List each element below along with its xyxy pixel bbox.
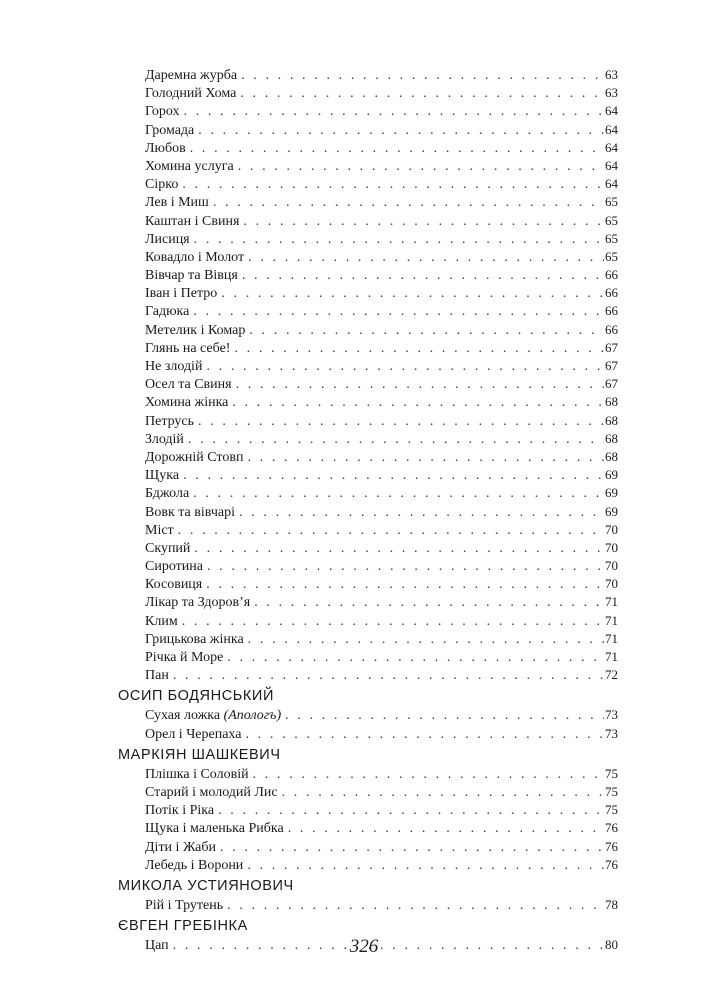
- dot-leader: [245, 726, 604, 744]
- dot-leader: [238, 158, 604, 176]
- dot-leader: [253, 766, 604, 784]
- dot-leader: [243, 213, 604, 231]
- author-heading: ЄВГЕН ГРЕБІНКА: [118, 918, 248, 935]
- entry-title-text: Осел та Свиня: [145, 377, 232, 393]
- toc-entry: [118, 357, 618, 375]
- entry-page-number: 66: [605, 285, 618, 301]
- entry-page-number: 68: [605, 412, 618, 428]
- entry-title-text: Косовиця: [145, 577, 203, 593]
- entry-title: [145, 631, 248, 649]
- toc-entry: [118, 139, 618, 157]
- dot-leader: [193, 303, 604, 321]
- entry-title-text: Ковадло і Молот: [145, 249, 245, 265]
- dot-leader: [288, 820, 604, 838]
- entry-title-text: Річка й Море: [145, 650, 224, 665]
- dot-leader: [218, 802, 604, 820]
- toc-entry: [118, 193, 618, 211]
- dot-leader: [193, 485, 604, 503]
- entry-page-number: 69: [605, 467, 618, 483]
- entry-page-number: 64: [605, 139, 618, 155]
- entry-title: [145, 358, 206, 376]
- toc-entry: [118, 819, 618, 837]
- toc-entry: [118, 466, 618, 484]
- entry-page-number: 63: [605, 85, 618, 101]
- toc-entry: [118, 375, 618, 393]
- entry-title-text: Плішка і Соловій: [145, 766, 249, 782]
- entry-page-number: 75: [605, 783, 618, 799]
- entry-title-text: Щука і маленька Рибка: [145, 821, 284, 837]
- entry-page-number: 67: [605, 376, 618, 392]
- dot-leader: [183, 467, 604, 485]
- entry-title-text: Сиротина: [145, 559, 203, 575]
- toc-entry: [118, 448, 618, 466]
- toc-entry: [118, 521, 618, 539]
- entry-title: [145, 85, 240, 103]
- entry-page-number: 65: [605, 230, 618, 246]
- entry-page-number: 66: [605, 321, 618, 337]
- entry-title: [145, 802, 218, 820]
- entry-title-text: Лебедь і Ворони: [145, 857, 244, 873]
- entry-title-text: Діти і Жаби: [145, 839, 216, 855]
- entry-title-text: Хомина услуга: [145, 158, 234, 174]
- toc-entry: [118, 612, 618, 630]
- entry-title: [145, 504, 239, 522]
- entry-title: [145, 231, 194, 249]
- entry-page-number: 69: [605, 503, 618, 519]
- dot-leader: [194, 231, 604, 249]
- entry-page-number: 71: [605, 594, 618, 610]
- toc-entry: [118, 266, 618, 284]
- entry-title-text: Даремна журба: [145, 68, 238, 83]
- entry-title: [145, 449, 247, 467]
- toc-entry: [118, 648, 618, 666]
- entry-page-number: 65: [605, 212, 618, 228]
- entry-title: [145, 613, 182, 631]
- dot-leader: [213, 194, 604, 212]
- toc-entry: [118, 175, 618, 193]
- toc-entry: [118, 783, 618, 801]
- entry-title: [145, 413, 198, 431]
- entry-page-number: 76: [605, 856, 618, 872]
- toc-entry: [118, 706, 618, 724]
- entry-title: [145, 140, 190, 158]
- entry-page-number: 64: [605, 103, 618, 119]
- entry-page-number: 75: [605, 765, 618, 781]
- toc-entry: [118, 321, 618, 339]
- entry-page-number: 67: [605, 339, 618, 355]
- toc-entry: [118, 393, 618, 411]
- entry-title: [145, 766, 253, 784]
- toc-entry: [118, 801, 618, 819]
- entry-title-text: Рій і Трутень: [145, 897, 224, 913]
- entry-title: [145, 340, 234, 358]
- dot-leader: [242, 267, 604, 285]
- entry-title: [145, 176, 182, 194]
- page-number: 326: [349, 936, 379, 957]
- entry-title: [145, 158, 238, 176]
- entry-title: [145, 213, 243, 231]
- entry-page-number: 65: [605, 194, 618, 210]
- dot-leader: [194, 540, 604, 558]
- entry-title-text: Громада: [145, 122, 195, 138]
- entry-title-text: Щука: [145, 468, 180, 484]
- toc-entry: [118, 121, 618, 139]
- author-heading: МАРКІЯН ШАШКЕВИЧ: [118, 746, 281, 763]
- entry-page-number: 73: [605, 707, 618, 723]
- entry-title: [145, 122, 198, 140]
- entry-title-text: Скупий: [145, 540, 191, 556]
- dot-leader: [188, 431, 604, 449]
- entry-page-number: 64: [605, 157, 618, 173]
- dot-leader: [178, 522, 604, 540]
- dot-leader: [173, 667, 604, 685]
- toc-entry: [118, 856, 618, 874]
- entry-page-number: 80: [605, 937, 618, 953]
- entry-title-text: Грицькова жінка: [145, 631, 244, 647]
- entry-page-number: 69: [605, 485, 618, 501]
- entry-title-text: Злодій: [145, 431, 184, 447]
- dot-leader: [247, 449, 604, 467]
- entry-page-number: 68: [605, 394, 618, 410]
- entry-title: [145, 285, 221, 303]
- toc-entry: [118, 484, 618, 502]
- entry-title-text: Іван і Петро: [145, 286, 218, 302]
- entry-title: [145, 431, 188, 449]
- dot-leader: [207, 558, 604, 576]
- entry-title: [145, 839, 220, 857]
- entry-title: [145, 322, 249, 340]
- entry-title-text: Дорожній Стовп: [145, 449, 244, 465]
- entry-page-number: 68: [605, 448, 618, 464]
- entry-title: [145, 267, 242, 285]
- entry-title: [145, 67, 241, 85]
- toc-entry: [118, 66, 618, 84]
- entry-title: [145, 394, 232, 412]
- entry-title: [145, 540, 194, 558]
- entry-title: [145, 820, 288, 838]
- entry-title-text: Гадюка: [145, 304, 190, 320]
- entry-page-number: 68: [605, 430, 618, 446]
- entry-title: [145, 667, 173, 685]
- entry-title-text: Орел і Черепаха: [145, 726, 242, 742]
- dot-leader: [239, 504, 604, 522]
- toc-entry: [118, 593, 618, 611]
- dot-leader: [227, 897, 604, 915]
- entry-title: [145, 576, 206, 594]
- toc-entry: [118, 557, 618, 575]
- entry-title: [145, 103, 184, 121]
- dot-leader: [249, 322, 604, 340]
- dot-leader: [227, 649, 604, 667]
- entry-page-number: 71: [605, 649, 618, 664]
- entry-title-text: Петрусь: [145, 413, 195, 429]
- dot-leader: [285, 707, 604, 725]
- entry-page-number: 71: [605, 612, 618, 628]
- entry-title: [145, 649, 227, 667]
- dot-leader: [282, 784, 604, 802]
- entry-page-number: 67: [605, 358, 618, 373]
- entry-title-text: Хомина жінка: [145, 395, 229, 411]
- entry-page-number: 75: [605, 802, 618, 818]
- toc-entry: [118, 725, 618, 743]
- entry-title-text: Горох: [145, 104, 180, 120]
- entry-title: [145, 522, 178, 540]
- table-of-contents: [118, 66, 618, 954]
- entry-page-number: 70: [605, 521, 618, 537]
- entry-title-text: Метелик і Комар: [145, 322, 246, 338]
- entry-page-number: 76: [605, 838, 618, 854]
- toc-entry: [118, 302, 618, 320]
- entry-title: [145, 594, 254, 612]
- dot-leader: [206, 576, 604, 594]
- entry-page-number: 70: [605, 539, 618, 555]
- entry-title: [145, 249, 248, 267]
- entry-title-text: Лікар та Здоров’я: [145, 595, 251, 611]
- toc-entry: [118, 503, 618, 521]
- entry-title: [145, 726, 245, 744]
- dot-leader: [184, 103, 604, 121]
- toc-entry: [118, 838, 618, 856]
- dot-leader: [206, 358, 604, 376]
- toc-entry: [118, 230, 618, 248]
- dot-leader: [232, 394, 604, 412]
- entry-title-text: Пан: [145, 668, 169, 684]
- entry-title: [145, 784, 282, 802]
- entry-page-number: 63: [605, 67, 618, 82]
- toc-entry: [118, 284, 618, 302]
- dot-leader: [198, 413, 604, 431]
- entry-title-text: Лисиця: [145, 231, 190, 247]
- entry-title: [145, 897, 227, 915]
- entry-title-text: Каштан і Свиня: [145, 213, 240, 229]
- entry-title: [145, 857, 247, 875]
- entry-title-text: Голодний Хома: [145, 86, 237, 102]
- entry-page-number: 65: [605, 248, 618, 264]
- toc-entry: [118, 765, 618, 783]
- entry-title: [145, 485, 193, 503]
- entry-title-text: Сірко: [145, 177, 179, 193]
- entry-title-text: Міст: [145, 522, 174, 538]
- dot-leader: [221, 285, 604, 303]
- toc-entry: [118, 896, 618, 914]
- entry-title-text: Клим: [145, 613, 178, 629]
- entry-page-number: 71: [605, 630, 618, 646]
- toc-entry: [118, 157, 618, 175]
- entry-page-number: 76: [605, 820, 618, 836]
- entry-title-text: Глянь на себе!: [145, 340, 231, 356]
- dot-leader: [198, 122, 604, 140]
- entry-title-text: Сухая ложка: [145, 708, 221, 724]
- entry-page-number: 70: [605, 558, 618, 574]
- entry-page-number: 64: [605, 121, 618, 137]
- dot-leader: [240, 85, 604, 103]
- entry-title-text: Вівчар та Вівця: [145, 268, 238, 284]
- dot-leader: [248, 631, 604, 649]
- dot-leader: [241, 67, 604, 85]
- entry-note: (Апологъ): [223, 708, 282, 724]
- dot-leader: [182, 176, 604, 194]
- toc-entry: [118, 666, 618, 684]
- entry-title: [145, 467, 183, 485]
- entry-title: [145, 558, 207, 576]
- toc-entry: [118, 248, 618, 266]
- dot-leader: [254, 594, 604, 612]
- entry-title-text: Старий і молодий Лис: [145, 784, 278, 800]
- toc-entry: [118, 102, 618, 120]
- dot-leader: [190, 140, 604, 158]
- entry-title-text: Вовк та вівчарі: [145, 504, 235, 520]
- entry-page-number: 70: [605, 576, 618, 592]
- dot-leader: [248, 249, 604, 267]
- dot-leader: [247, 857, 604, 875]
- entry-page-number: 66: [605, 267, 618, 283]
- toc-entry: [118, 212, 618, 230]
- entry-page-number: 66: [605, 303, 618, 319]
- entry-page-number: 78: [605, 896, 618, 912]
- entry-page-number: 64: [605, 176, 618, 192]
- entry-title: [145, 376, 236, 394]
- entry-title-text: Не злодій: [145, 359, 203, 374]
- entry-page-number: 73: [605, 725, 618, 741]
- entry-title-text: Цап: [145, 938, 169, 954]
- dot-leader: [234, 340, 604, 358]
- author-heading: МИКОЛА УСТИЯНОВИЧ: [118, 877, 294, 894]
- entry-title: [145, 194, 213, 212]
- toc-entry: [118, 339, 618, 357]
- dot-leader: [182, 613, 604, 631]
- toc-entry: [118, 430, 618, 448]
- toc-entry: [118, 630, 618, 648]
- entry-title-text: Лев і Миш: [145, 195, 209, 211]
- toc-entry: [118, 412, 618, 430]
- toc-entry: [118, 84, 618, 102]
- entry-title: [145, 707, 285, 725]
- entry-title-text: Любов: [145, 140, 186, 156]
- entry-title: [145, 303, 193, 321]
- dot-leader: [236, 376, 604, 394]
- toc-entry: [118, 539, 618, 557]
- entry-page-number: 72: [605, 667, 618, 683]
- entry-title-text: Потік і Ріка: [145, 803, 215, 819]
- author-heading: ОСИП БОДЯНСЬКИЙ: [118, 688, 274, 705]
- dot-leader: [220, 839, 604, 857]
- toc-entry: [118, 575, 618, 593]
- entry-title-text: Бджола: [145, 486, 190, 502]
